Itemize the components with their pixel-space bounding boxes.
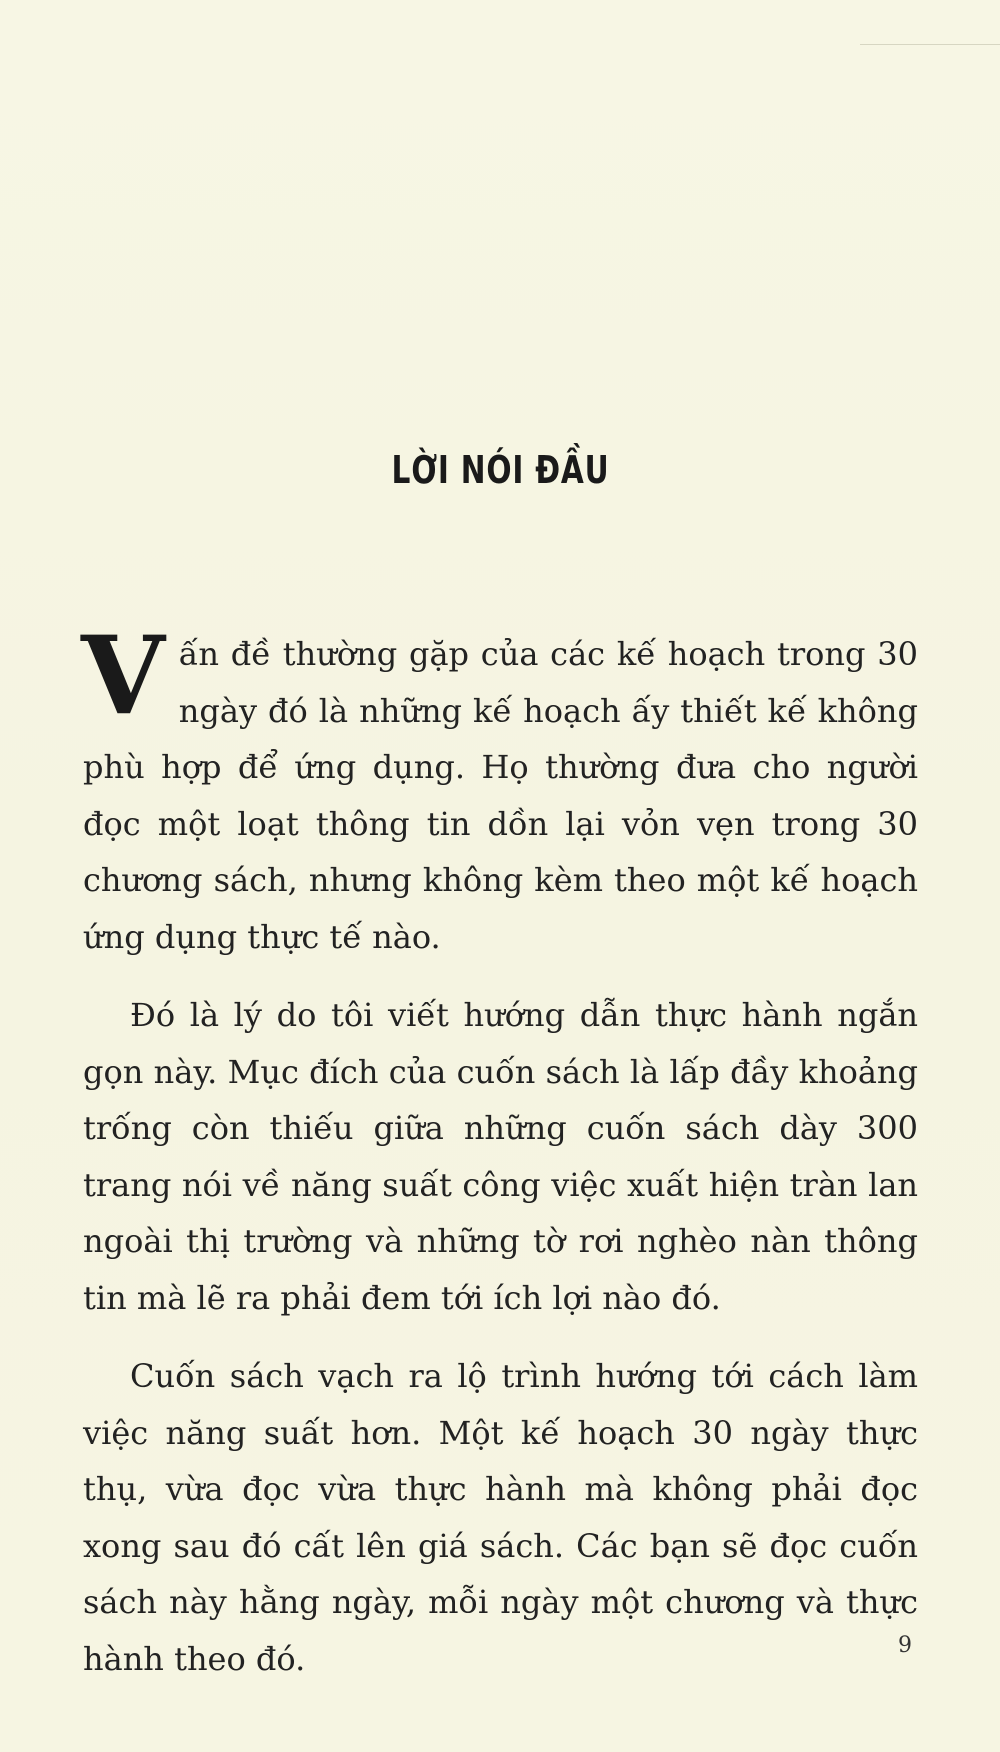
paragraph-2: Đó là lý do tôi viết hướng dẫn thực hành ngắn gọn này. Mục đích của cuốn sách là lấp đầy khoảng trống còn thiếu giữa những cuốn sách dày 300 trang nói về năng suất công việc xuất hiện tràn lan ngoài thị trường và những tờ rơi nghèo nàn thông tin mà lẽ ra phải đem tới ích lợi nào đó.	[83, 996, 918, 1317]
body-text	[81, 613, 918, 1687]
drop-cap: V	[81, 613, 165, 739]
paragraph-1-text: ấn đề thường gặp của các kế hoạch trong 30 ngày đó là những kế hoạch ấy thiết kế không phù hợp để ứng dụng. Họ thường đưa cho người đọc một loạt thông tin dồn lại vỏn vẹn trong 30 chương sách, nhưng không kèm theo một kế hoạch ứng dụng thực tế nào.	[83, 635, 918, 956]
paragraph-3: Cuốn sách vạch ra lộ trình hướng tới cách làm việc năng suất hơn. Một kế hoạch 30 ngày thực thụ, vừa đọc vừa thực hành mà không phải đọc xong sau đó cất lên giá sách. Các bạn sẽ đọc cuốn sách này hằng ngày, mỗi ngày một chương và thực hành theo đó.	[83, 1357, 918, 1678]
paragraph-1	[81, 613, 918, 965]
page-number: 9	[898, 1633, 912, 1658]
chapter-heading: LỜI NÓI ĐẦU	[391, 448, 610, 492]
bleed-through-rule	[860, 44, 1000, 45]
